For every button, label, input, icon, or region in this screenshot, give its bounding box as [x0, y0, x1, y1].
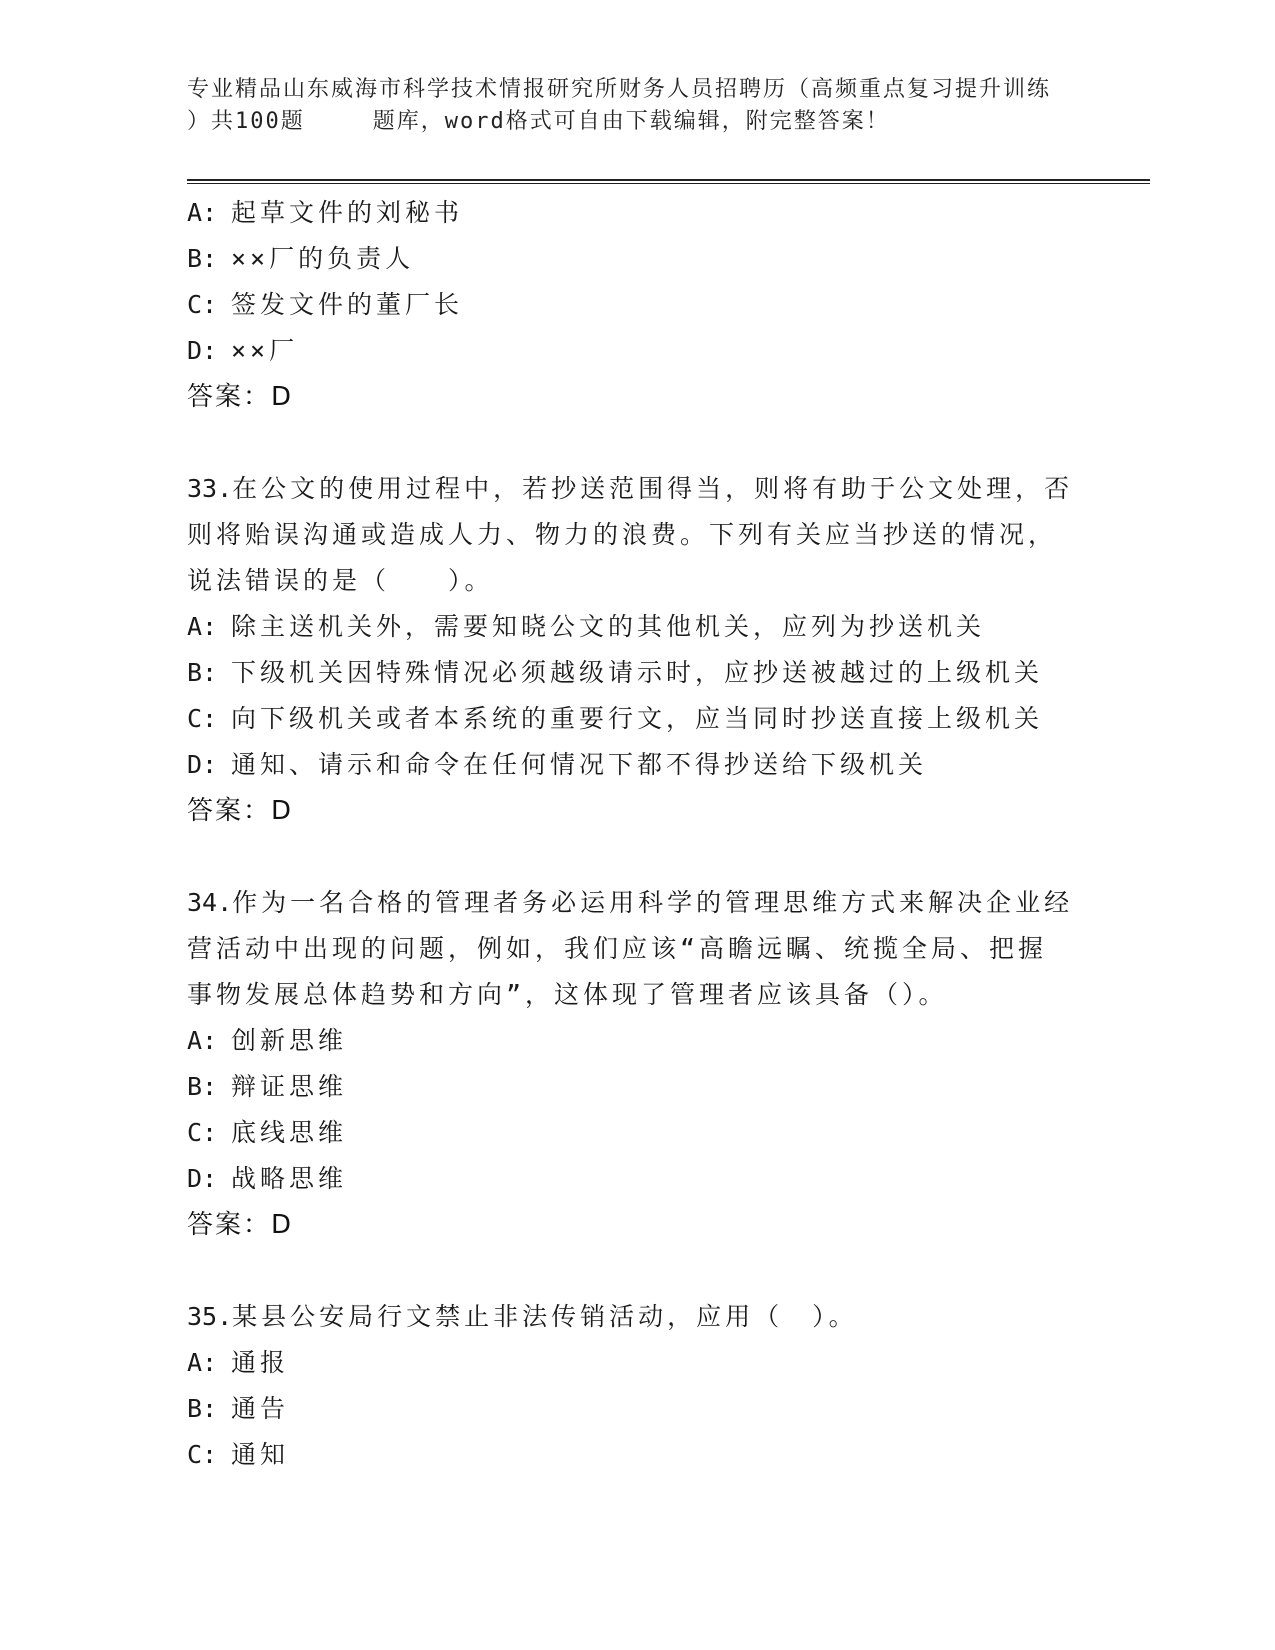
option-d: D: ××厂 [187, 336, 299, 365]
header-line-2 [187, 106, 1087, 138]
question-list [187, 190, 1087, 1478]
question-number: 35. [187, 1302, 233, 1331]
option-a: A: 起草文件的刘秘书 [187, 198, 464, 227]
question-34 [187, 880, 1087, 1248]
option-d: D: 通知、请示和命令在任何情况下都不得抄送给下级机关 [187, 750, 928, 779]
option-a: A: 通报 [187, 1348, 290, 1377]
answer-line: 答案：D [187, 796, 294, 826]
option-b: B: 下级机关因特殊情况必须越级请示时，应抄送被越过的上级机关 [187, 658, 1044, 687]
header-divider-thin [187, 183, 1150, 184]
question-stem: 34.作为一名合格的管理者务必运用科学的管理思维方式来解决企业经 营活动中出现的问题，例如，我们应该“高瞻远瞩、统揽全局、把握 事物发展总体趋势和方向”，这体现了管理者应该具备（）。 [187, 888, 1074, 1009]
option-c: C: 通知 [187, 1440, 290, 1469]
answer-line: 答案：D [187, 382, 294, 412]
previous-question-tail [187, 190, 1087, 420]
question-stem: 33.在公文的使用过程中，若抄送范围得当，则将有助于公文处理，否 则将贻误沟通或造成人力、物力的浪费。下列有关应当抄送的情况， 说法错误的是（ ）。 [187, 474, 1074, 595]
option-c: C: 向下级机关或者本系统的重要行文，应当同时抄送直接上级机关 [187, 704, 1044, 733]
header-line-2-count: ）共100题 [187, 109, 305, 134]
option-c: C: 签发文件的董厂长 [187, 290, 464, 319]
option-a: A: 创新思维 [187, 1026, 348, 1055]
question-35 [187, 1294, 1087, 1478]
answer-line: 答案：D [187, 1210, 294, 1240]
question-33 [187, 466, 1087, 834]
question-stem: 35.某县公安局行文禁止非法传销活动，应用（ ）。 [187, 1302, 858, 1331]
option-b: B: ××厂的负责人 [187, 244, 415, 273]
header-divider-thick [187, 179, 1150, 181]
header-line-2-desc: 题库，word格式可自由下载编辑，附完整答案！ [372, 109, 890, 134]
option-b: B: 辩证思维 [187, 1072, 348, 1101]
question-number: 34. [187, 888, 233, 917]
question-number: 33. [187, 474, 233, 503]
option-b: B: 通告 [187, 1394, 290, 1423]
option-d: D: 战略思维 [187, 1164, 348, 1193]
option-c: C: 底线思维 [187, 1118, 348, 1147]
option-a: A: 除主送机关外，需要知晓公文的其他机关，应列为抄送机关 [187, 612, 986, 641]
document-header [187, 74, 1087, 138]
header-line-1: 专业精品山东威海市科学技术情报研究所财务人员招聘历（高频重点复习提升训练 [187, 77, 1052, 102]
